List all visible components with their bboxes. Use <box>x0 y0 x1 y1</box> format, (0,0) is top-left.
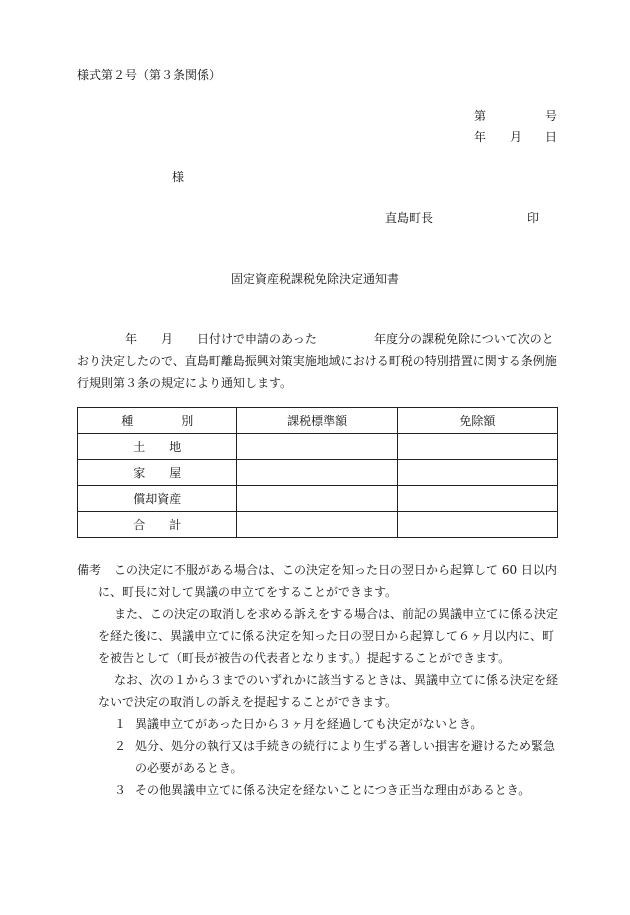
row-exemption-amount <box>397 434 557 460</box>
form-number: 様式第２号（第３条関係） <box>77 68 222 82</box>
remarks-p1-line1: この決定に不服がある場合は、この決定を知った日の翌日から起算して 60 日以内 <box>114 563 557 577</box>
document-title: 固定資産税課税免除決定通知書 <box>230 272 399 286</box>
remarks-item-line1: その他異議申立てに係る決定を経ないことにつき正当な理由があるとき。 <box>135 783 531 797</box>
date-day: 日 <box>545 130 558 144</box>
row-category: 償却資産 <box>78 486 237 512</box>
remarks-p3-line2: ないで決定の取消しの訴えを提起することができます。 <box>98 695 398 709</box>
date-year: 年 <box>474 130 487 144</box>
doc-number-prefix: 第 <box>474 109 487 123</box>
row-standard-amount <box>237 486 397 512</box>
issuer-seal: 印 <box>527 211 540 225</box>
body-date-text: 日付けで申請のあった <box>197 332 317 346</box>
remarks-p2-line1: また、この決定の取消しを求める訴えをする場合は、前記の異議申立てに係る決定 <box>114 607 559 621</box>
row-category: 合 計 <box>78 512 237 538</box>
remarks-item-line1: 処分、処分の執行又は手続きの続行により生ずる著しい損害を避けるため緊急 <box>135 739 556 753</box>
remarks-item <box>77 779 561 801</box>
row-category: 土 地 <box>78 434 237 460</box>
body-month: 月 <box>161 332 174 346</box>
table-row <box>78 434 558 460</box>
table-header-standard: 課税標準額 <box>237 408 397 434</box>
remarks <box>77 559 561 801</box>
doc-number-suffix: 号 <box>545 109 558 123</box>
remarks-label: 備考 <box>77 563 102 577</box>
body-fy-text: 年度分の課税免除について次のと <box>374 332 554 346</box>
table-header-category: 種 別 <box>78 408 237 434</box>
date-month: 月 <box>510 130 523 144</box>
remarks-item <box>77 735 561 779</box>
table-row <box>78 512 558 538</box>
row-exemption-amount <box>397 460 557 486</box>
body-year: 年 <box>125 332 138 346</box>
remarks-item-line2: の必要があるとき。 <box>135 761 243 775</box>
remarks-p1-line2: に、町長に対して異議の申立てをすることができます。 <box>98 585 398 599</box>
table-row <box>78 460 558 486</box>
addressee-honorific: 様 <box>172 170 185 184</box>
row-standard-amount <box>237 460 397 486</box>
issuer-name: 直島町長 <box>385 211 434 225</box>
row-exemption-amount <box>397 512 557 538</box>
remarks-item-number: ２ <box>114 739 127 753</box>
remarks-p2-line2: を経た後に、異議申立てに係る決定を知った日の翌日から起算して６ヶ月以内に、町 <box>98 629 555 643</box>
remarks-item-number: １ <box>114 717 127 731</box>
row-exemption-amount <box>397 486 557 512</box>
body-text <box>77 328 559 394</box>
remarks-p2-line3: を被告として（町長が被告の代表者となります。）提起することができます。 <box>98 651 511 665</box>
remarks-item-number: ３ <box>114 783 127 797</box>
table-header-exemption: 免除額 <box>397 408 557 434</box>
row-category: 家 屋 <box>78 460 237 486</box>
remarks-item-line1: 異議申立てがあった日から３ヶ月を経過しても決定がないとき。 <box>135 717 483 731</box>
table-row <box>78 486 558 512</box>
row-standard-amount <box>237 512 397 538</box>
row-standard-amount <box>237 434 397 460</box>
remarks-item <box>77 713 561 735</box>
body-line-2: おり決定したので、直島町離島振興対策実施地域における町税の特別措置に関する条例施 <box>77 354 557 368</box>
exemption-table <box>77 407 558 538</box>
remarks-p3-line1: なお、次の１から３までのいずれかに該当するときは、異議申立てに係る決定を経 <box>114 673 559 687</box>
body-line-3: 行規則第３条の規定により通知します。 <box>77 376 293 390</box>
